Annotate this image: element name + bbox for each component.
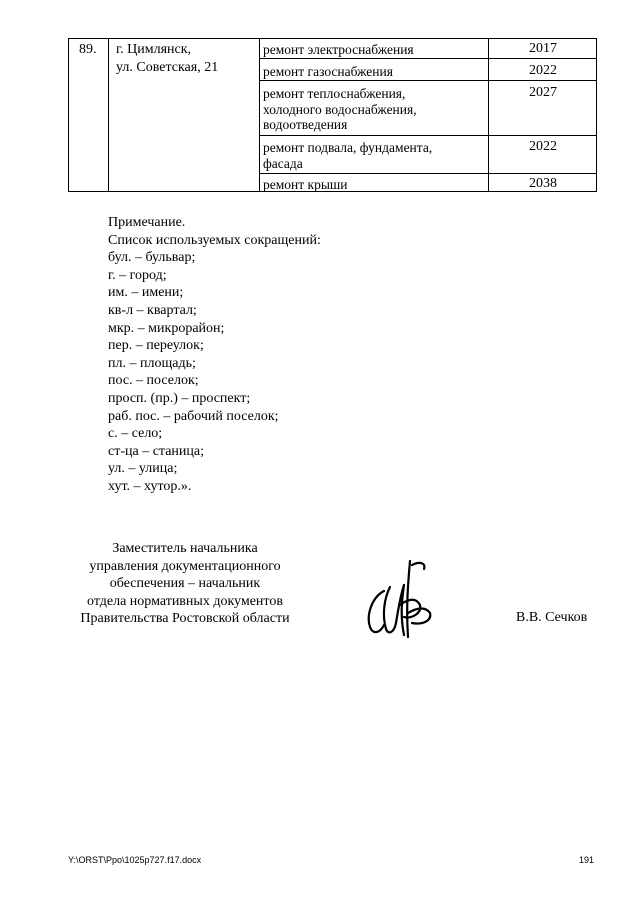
position-line: управления документационного	[89, 558, 281, 574]
abbreviation-item: бул. – бульвар;	[108, 250, 196, 266]
abbreviation-item: мкр. – микрорайон;	[108, 320, 225, 336]
abbreviation-item: ул. – улица;	[108, 461, 178, 477]
abbreviation-item: просп. (пр.) – проспект;	[108, 390, 251, 406]
position-line: Правительства Ростовской области	[80, 611, 290, 626]
abbreviation-item: пл. – площадь;	[108, 355, 196, 371]
work-type: ремонт подвала, фундамента, фасада	[263, 140, 433, 171]
note-subtitle: Список используемых сокращений:	[108, 232, 321, 248]
note-title: Примечание.	[108, 215, 186, 230]
table-divider	[108, 39, 109, 191]
table-divider	[259, 58, 596, 59]
abbreviation-item: ст-ца – станица;	[108, 443, 204, 459]
abbreviation-item: пер. – переулок;	[108, 338, 204, 354]
table-divider	[259, 80, 596, 81]
table-divider	[259, 135, 596, 136]
work-year: 2017	[529, 41, 557, 56]
work-type: ремонт крыши	[263, 177, 348, 192]
work-year: 2022	[529, 139, 557, 154]
work-year: 2022	[529, 63, 557, 78]
work-year: 2027	[529, 85, 557, 100]
position-line: обеспечения – начальник	[109, 576, 261, 591]
page-number: 191	[579, 855, 595, 865]
abbreviation-item: хут. – хутор.».	[108, 478, 192, 494]
object-address: г. Цимлянск, ул. Советская, 21	[116, 42, 219, 75]
abbreviation-item: с. – село;	[108, 426, 163, 442]
table-divider	[259, 39, 260, 191]
repair-schedule-table	[68, 38, 597, 192]
signatory-position	[60, 540, 310, 628]
position-line: Заместитель начальника	[112, 541, 258, 556]
abbreviation-item: г. – город;	[108, 267, 167, 283]
abbreviation-item: раб. пос. – рабочий поселок;	[108, 408, 279, 424]
work-type: ремонт газоснабжения	[263, 64, 393, 79]
file-path: Y:\ORST\Ppo\1025p727.f17.docx	[68, 855, 202, 865]
work-type: ремонт теплоснабжения, холодного водоснабжения, водоотведения	[263, 86, 417, 132]
table-divider	[488, 39, 489, 191]
abbreviations-note	[108, 214, 321, 496]
signatory-name: В.В. Сечков	[516, 610, 588, 625]
abbreviation-item: им. – имени;	[108, 285, 184, 301]
abbreviation-item: кв-л – квартал;	[108, 302, 197, 318]
work-year: 2038	[529, 176, 557, 191]
work-type: ремонт электроснабжения	[263, 42, 414, 57]
row-number: 89.	[79, 42, 97, 57]
position-line: отдела нормативных документов	[87, 593, 283, 609]
abbreviation-item: пос. – поселок;	[108, 373, 199, 389]
handwritten-signature	[360, 553, 440, 643]
table-divider	[259, 173, 596, 174]
